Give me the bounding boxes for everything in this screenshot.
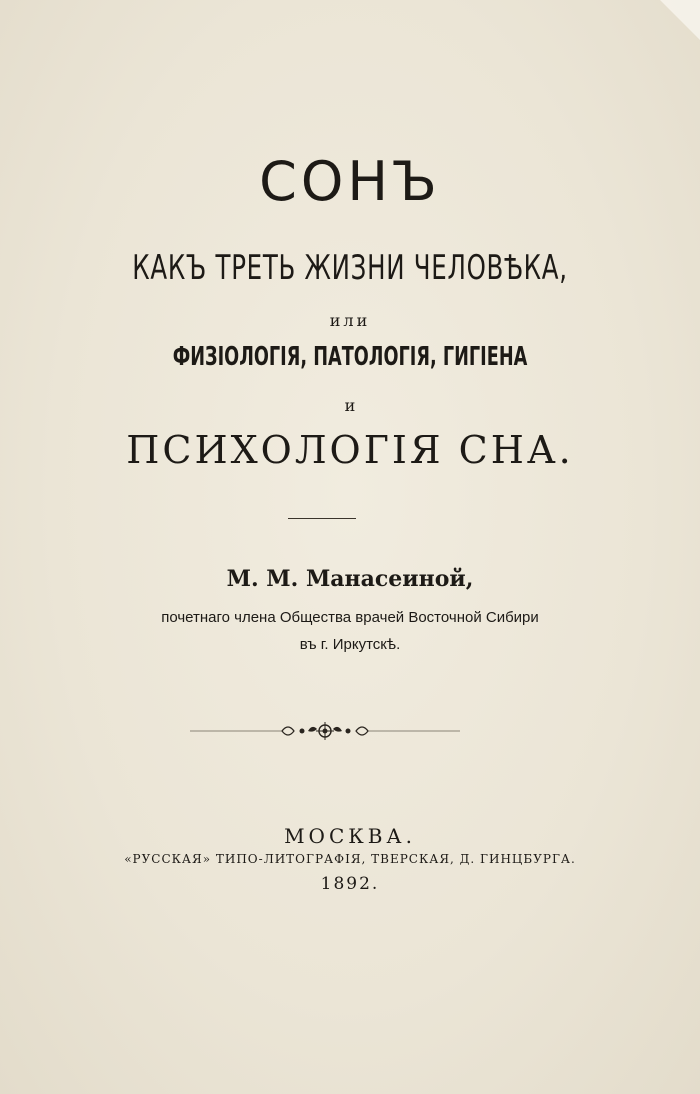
connector-or: или	[329, 311, 371, 330]
book-subtitle: КАКЪ ТРЕТЬ ЖИЗНИ ЧЕЛОВѢКА,	[132, 248, 568, 288]
imprint-publisher: «РУССКАЯ» ТИПО-ЛИТОГРАФІЯ, ТВЕРСКАЯ, Д. ГИНЦБУРГА.	[124, 852, 576, 866]
imprint-city: МОСКВА.	[284, 824, 416, 848]
book-title: СОНЪ	[259, 150, 441, 213]
author-description-line2: въ г. Иркутскѣ.	[299, 636, 401, 653]
imprint-year: 1892.	[320, 874, 380, 894]
connector-and: и	[344, 396, 356, 415]
subject-last-line: ПСИХОЛОГІЯ СНА.	[126, 428, 574, 472]
author-name: М. М. Манасеиной,	[226, 566, 474, 592]
title-divider	[288, 518, 356, 519]
floral-ornament-icon	[190, 720, 460, 742]
page-corner	[660, 0, 700, 40]
subjects-line: ФИЗІОЛОГІЯ, ПАТОЛОГІЯ, ГИГІЕНА	[172, 342, 528, 372]
author-description-line1: почетнаго члена Общества врачей Восточной Сибири	[161, 609, 539, 626]
